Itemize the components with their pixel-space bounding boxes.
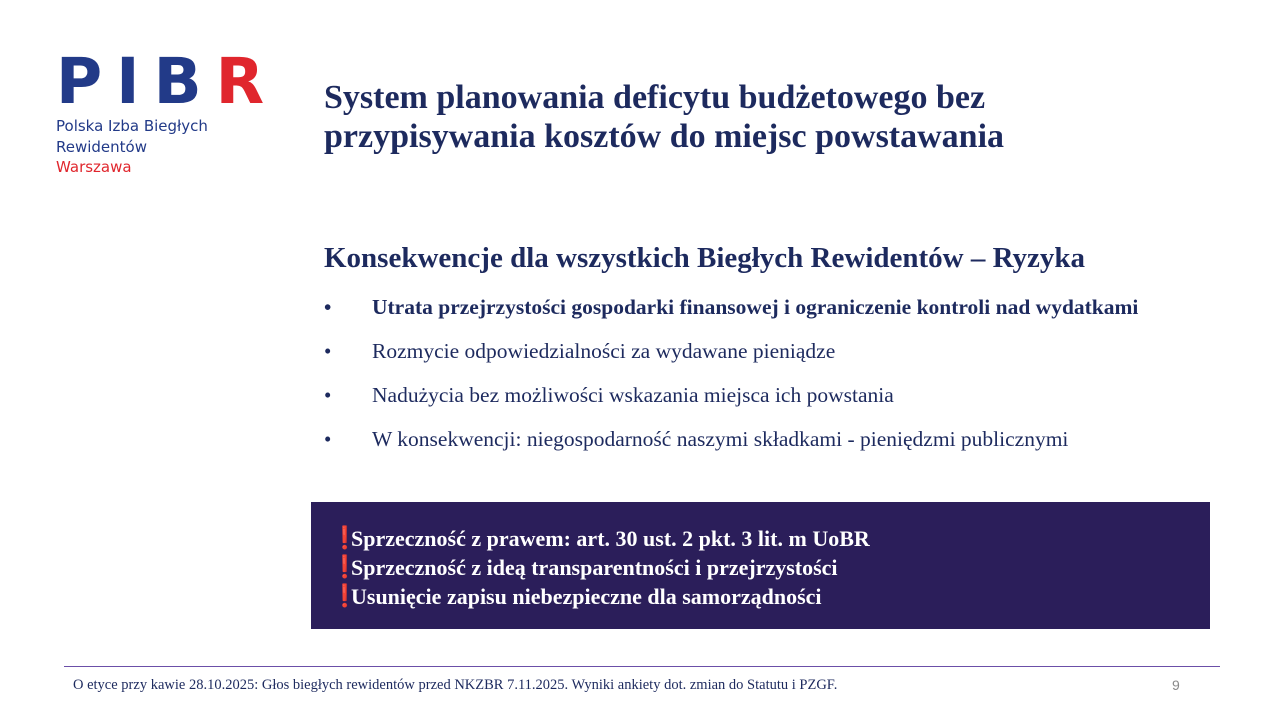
warning-text: Sprzeczność z prawem: art. 30 ust. 2 pkt. 3 lit. m UoBR [351,525,870,551]
warning-text: Sprzeczność z ideą transparentności i przejrzystości [351,554,838,580]
logo-letter-r: R [215,45,265,118]
bullet-icon: • [324,383,332,407]
risk-item [324,337,1184,366]
exclamation-icon: ❗ [331,555,359,580]
logo-caption [56,116,264,178]
warning-text: Usunięcie zapisu niebezpieczne dla samorządności [351,583,822,609]
bullet-icon: • [324,339,332,363]
risk-item-text: Rozmycie odpowiedzialności za wydawane pieniądze [372,339,836,363]
logo-letters: PIB [56,45,216,118]
page-number: 9 [1172,677,1180,693]
title-line-1: System planowania deficytu budżetowego bez [324,79,986,116]
risk-item-text: W konsekwencji: niegospodarność naszymi składkami - pieniędzmi publicznymi [372,427,1069,451]
slide-title [324,78,1224,156]
pibr-logo [56,45,265,178]
logo-line-2: Rewidentów [56,137,147,156]
exclamation-icon: ❗ [331,526,359,551]
section-heading: Konsekwencje dla wszystkich Biegłych Rewidentów – Ryzyka [324,242,1086,274]
risk-item-text: Nadużycia bez możliwości wskazania miejsca ich powstania [372,383,894,407]
warning-callout [311,502,1210,629]
title-line-2: przypisywania kosztów do miejsc powstawania [324,118,1005,155]
warning-row [331,553,1210,582]
bullet-icon: • [324,427,332,451]
risk-item [324,425,1184,454]
warning-row [331,582,1210,611]
logo-line-1: Polska Izba Biegłych [56,117,208,135]
exclamation-icon: ❗ [331,584,359,609]
risk-item [324,381,1184,410]
risk-list [324,293,1184,469]
footer-caption: O etyce przy kawie 28.10.2025: Głos biegłych rewidentów przed NKZBR 7.11.2025. Wyniki ankiety dot. zmian do Statutu i PZGF. [73,677,838,693]
bullet-icon: • [324,295,332,319]
footer-divider [64,666,1220,667]
warning-row [331,524,1210,553]
logo-mark [56,45,265,118]
risk-item [324,293,1184,322]
logo-city: Warszawa [56,158,132,176]
risk-item-text: Utrata przejrzystości gospodarki finansowej i ograniczenie kontroli nad wydatkami [372,295,1139,319]
